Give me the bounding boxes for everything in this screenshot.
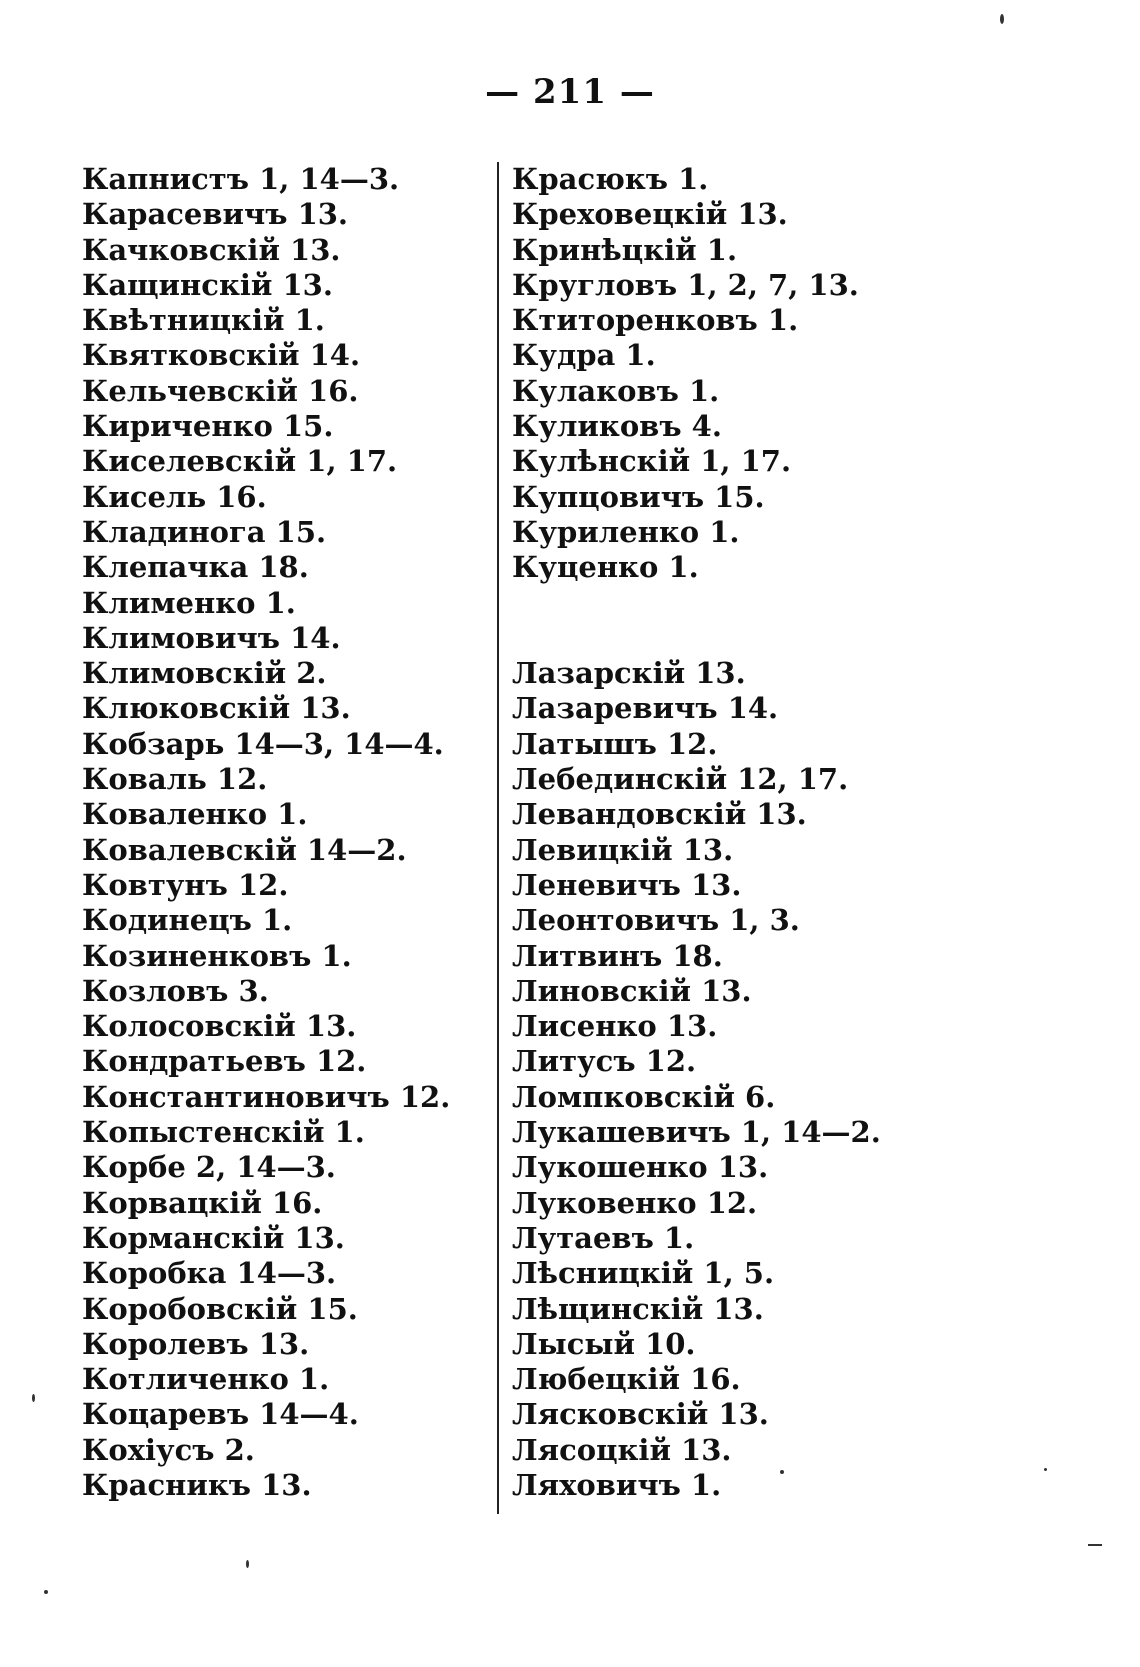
index-entry: Луковенко 12. bbox=[512, 1185, 758, 1220]
index-entry: Литвинъ 18. bbox=[512, 938, 723, 973]
index-entry: Капнистъ 1, 14—3. bbox=[82, 162, 400, 196]
index-entry: Лысый 10. bbox=[512, 1326, 696, 1361]
index-entry: Кохіусъ 2. bbox=[82, 1432, 255, 1467]
index-entry: Креховецкій 13. bbox=[512, 197, 788, 232]
index-entry: Любецкій 16. bbox=[512, 1362, 741, 1397]
index-entry: Кельчевскій 16. bbox=[82, 373, 359, 408]
index-entry: Котличенко 1. bbox=[82, 1362, 330, 1397]
index-entry: Клюковскій 13. bbox=[82, 691, 351, 726]
section-gap bbox=[512, 586, 912, 657]
index-entry: Коробовскій 15. bbox=[82, 1291, 358, 1326]
index-entry: Кладинога 15. bbox=[82, 514, 327, 549]
scan-speck bbox=[1088, 1544, 1102, 1546]
index-entry: Качковскій 13. bbox=[82, 232, 341, 267]
left-column bbox=[82, 162, 482, 1503]
index-entry: Клименко 1. bbox=[82, 585, 296, 620]
column-divider bbox=[497, 162, 499, 1514]
index-entry: Копыстенскій 1. bbox=[82, 1115, 365, 1150]
index-entry: Клепачка 18. bbox=[82, 550, 309, 585]
index-entry: Ломпковскій 6. bbox=[512, 1079, 776, 1114]
scan-speck bbox=[780, 1470, 784, 1474]
index-entry: Киселевскій 1, 17. bbox=[82, 444, 398, 479]
index-entry: Лазарскій 13. bbox=[512, 656, 746, 691]
index-entry: Коваленко 1. bbox=[82, 797, 308, 832]
index-entry: Кринѣцкій 1. bbox=[512, 232, 738, 267]
index-entry: Кругловъ 1, 2, 7, 13. bbox=[512, 267, 859, 302]
index-entry: Константиновичъ 12. bbox=[82, 1079, 451, 1114]
index-entry: Королевъ 13. bbox=[82, 1326, 310, 1361]
index-entry: Лѣщинскій 13. bbox=[512, 1291, 764, 1326]
index-entry: Квятковскій 14. bbox=[82, 338, 361, 373]
index-entry: Кулѣнскій 1, 17. bbox=[512, 444, 792, 479]
scan-speck bbox=[1000, 14, 1004, 24]
index-entry: Латышъ 12. bbox=[512, 726, 718, 761]
index-entry: Карасевичъ 13. bbox=[82, 197, 349, 232]
index-entry: Кириченко 15. bbox=[82, 409, 334, 444]
index-entry: Квѣтницкій 1. bbox=[82, 303, 325, 338]
index-entry: Лукашевичъ 1, 14—2. bbox=[512, 1115, 881, 1150]
index-entry: Куценко 1. bbox=[512, 550, 699, 585]
index-entry: Кобзарь 14—3, 14—4. bbox=[82, 726, 444, 761]
index-entry: Коваль 12. bbox=[82, 762, 268, 797]
scan-speck bbox=[44, 1590, 48, 1594]
index-entry: Лазаревичъ 14. bbox=[512, 691, 779, 726]
index-entry: Колосовскій 13. bbox=[82, 1009, 357, 1044]
index-entry: Кодинецъ 1. bbox=[82, 903, 293, 938]
index-entry: Левандовскій 13. bbox=[512, 797, 807, 832]
index-entry: Ковалевскій 14—2. bbox=[82, 832, 407, 867]
index-entry: Ковтунъ 12. bbox=[82, 867, 289, 902]
index-entry: Кащинскій 13. bbox=[82, 267, 333, 302]
index-entry: Купцовичъ 15. bbox=[512, 479, 765, 514]
index-entry: Кудра 1. bbox=[512, 338, 656, 373]
index-entry: Красникъ 13. bbox=[82, 1467, 312, 1502]
index-entry: Климовичъ 14. bbox=[82, 620, 341, 655]
index-entry: Лутаевъ 1. bbox=[512, 1220, 695, 1255]
index-entry: Лукошенко 13. bbox=[512, 1150, 769, 1185]
index-entry: Корвацкій 16. bbox=[82, 1185, 323, 1220]
index-entry: Лѣсницкій 1, 5. bbox=[512, 1256, 775, 1291]
index-entry: Козловъ 3. bbox=[82, 973, 269, 1008]
index-entry: Линовскій 13. bbox=[512, 973, 752, 1008]
index-entry: Ктиторенковъ 1. bbox=[512, 303, 799, 338]
scan-speck bbox=[246, 1560, 249, 1568]
index-entry: Климовскій 2. bbox=[82, 656, 327, 691]
index-entry: Лясоцкій 13. bbox=[512, 1432, 732, 1467]
index-entry: Литусъ 12. bbox=[512, 1044, 697, 1079]
index-entry: Левицкій 13. bbox=[512, 832, 734, 867]
index-entry: Куликовъ 4. bbox=[512, 409, 722, 444]
index-entry: Коцаревъ 14—4. bbox=[82, 1397, 359, 1432]
index-entry: Леонтовичъ 1, 3. bbox=[512, 903, 800, 938]
index-entry: Козиненковъ 1. bbox=[82, 938, 352, 973]
index-entry: Корбе 2, 14—3. bbox=[82, 1150, 336, 1185]
page-number: — 211 — bbox=[485, 72, 655, 112]
index-entry: Корманскій 13. bbox=[82, 1220, 345, 1255]
index-entry: Лясковскій 13. bbox=[512, 1397, 769, 1432]
index-entry: Куриленко 1. bbox=[512, 514, 740, 549]
index-entry: Кондратьевъ 12. bbox=[82, 1044, 367, 1079]
index-entry: Кисель 16. bbox=[82, 479, 267, 514]
index-entry: Кулаковъ 1. bbox=[512, 373, 720, 408]
index-entry: Коробка 14—3. bbox=[82, 1256, 337, 1291]
right-column bbox=[512, 162, 912, 1503]
index-entry: Красюкъ 1. bbox=[512, 162, 709, 196]
scan-speck bbox=[1044, 1468, 1047, 1471]
index-entry: Леневичъ 13. bbox=[512, 867, 742, 902]
scan-speck bbox=[32, 1394, 35, 1402]
index-entry: Лисенко 13. bbox=[512, 1009, 718, 1044]
index-entry: Лебединскій 12, 17. bbox=[512, 762, 849, 797]
index-entry: Ляховичъ 1. bbox=[512, 1467, 722, 1502]
